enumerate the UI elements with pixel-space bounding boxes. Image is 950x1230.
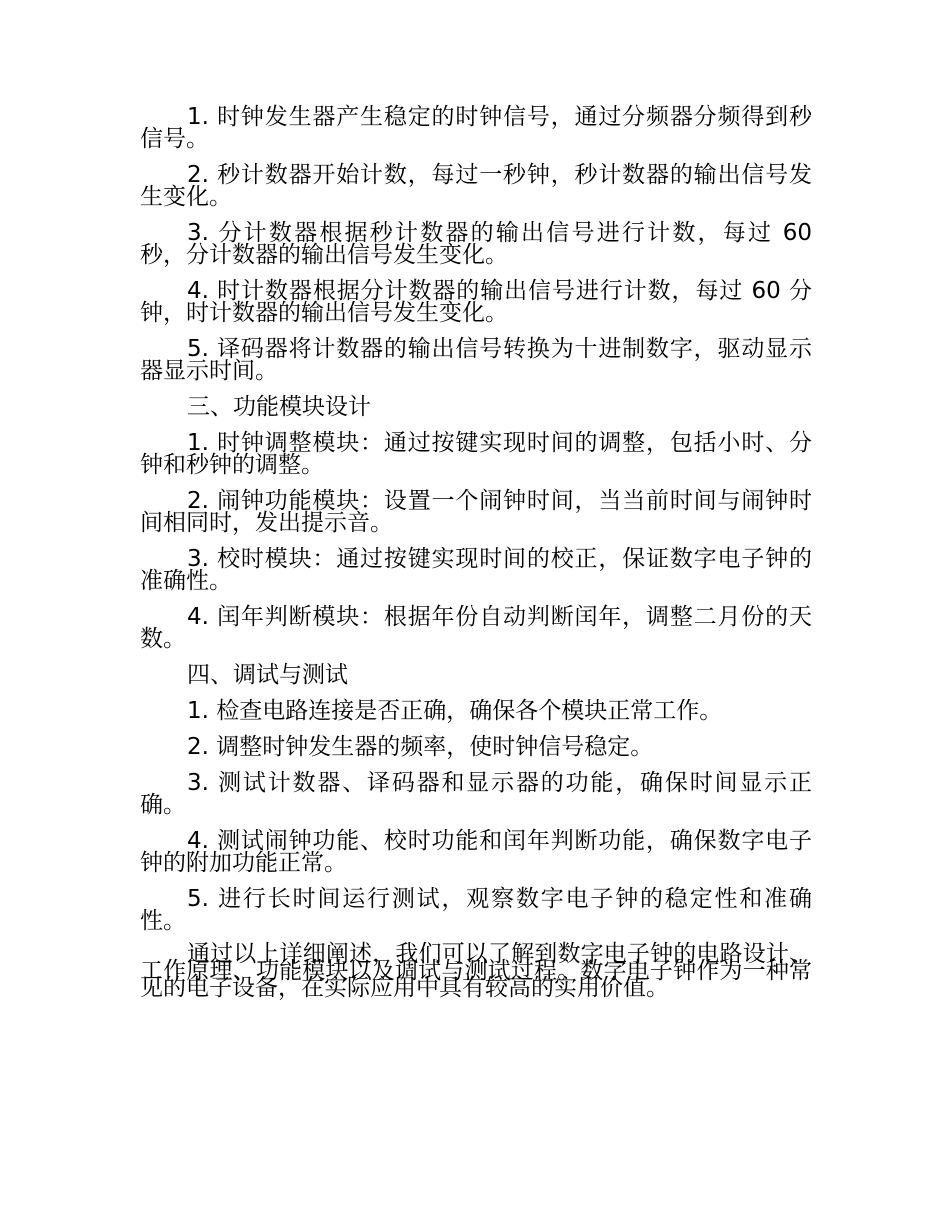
paragraph-test-5: 5. 进行长时间运行测试，观察数字电子钟的稳定性和准确性。 — [140, 886, 812, 934]
paragraph-principle-4: 4. 时计数器根据分计数器的输出信号进行计数，每过 60 分钟，时计数器的输出信号发生变化。 — [140, 278, 812, 326]
paragraph-principle-2: 2. 秒计数器开始计数，每过一秒钟，秒计数器的输出信号发生变化。 — [140, 162, 812, 210]
paragraph-module-2: 2. 闹钟功能模块：设置一个闹钟时间，当当前时间与闹钟时间相同时，发出提示音。 — [140, 488, 812, 536]
paragraph-principle-1: 1. 时钟发生器产生稳定的时钟信号，通过分频器分频得到秒信号。 — [140, 104, 812, 152]
paragraph-test-2: 2. 调整时钟发生器的频率，使时钟信号稳定。 — [187, 734, 654, 760]
paragraph-module-1: 1. 时钟调整模块：通过按键实现时间的调整，包括小时、分钟和秒钟的调整。 — [140, 430, 812, 478]
document-body — [140, 104, 812, 1001]
paragraph-module-3: 3. 校时模块：通过按键实现时间的校正，保证数字电子钟的准确性。 — [140, 546, 812, 594]
paragraph-test-1: 1. 检查电路连接是否正确，确保各个模块正常工作。 — [187, 698, 723, 724]
section-heading-debug-test: 四、调试与测试 — [187, 662, 348, 688]
section-heading-function-modules: 三、功能模块设计 — [187, 394, 371, 420]
conclusion-paragraph: 通过以上详细阐述，我们可以了解到数字电子钟的电路设计、工作原理、功能模块以及调试与测试过程。数字电子钟作为一种常见的电子设备，在实际应用中具有较高的实用价值。 — [140, 941, 812, 1001]
paragraph-principle-3: 3. 分计数器根据秒计数器的输出信号进行计数，每过 60 秒，分计数器的输出信号发生变化。 — [140, 220, 812, 268]
paragraph-test-3: 3. 测试计数器、译码器和显示器的功能，确保时间显示正确。 — [140, 770, 812, 818]
paragraph-test-4: 4. 测试闹钟功能、校时功能和闰年判断功能，确保数字电子钟的附加功能正常。 — [140, 828, 812, 876]
paragraph-principle-5: 5. 译码器将计数器的输出信号转换为十进制数字，驱动显示器显示时间。 — [140, 336, 812, 384]
paragraph-module-4: 4. 闰年判断模块：根据年份自动判断闰年，调整二月份的天数。 — [140, 604, 812, 652]
